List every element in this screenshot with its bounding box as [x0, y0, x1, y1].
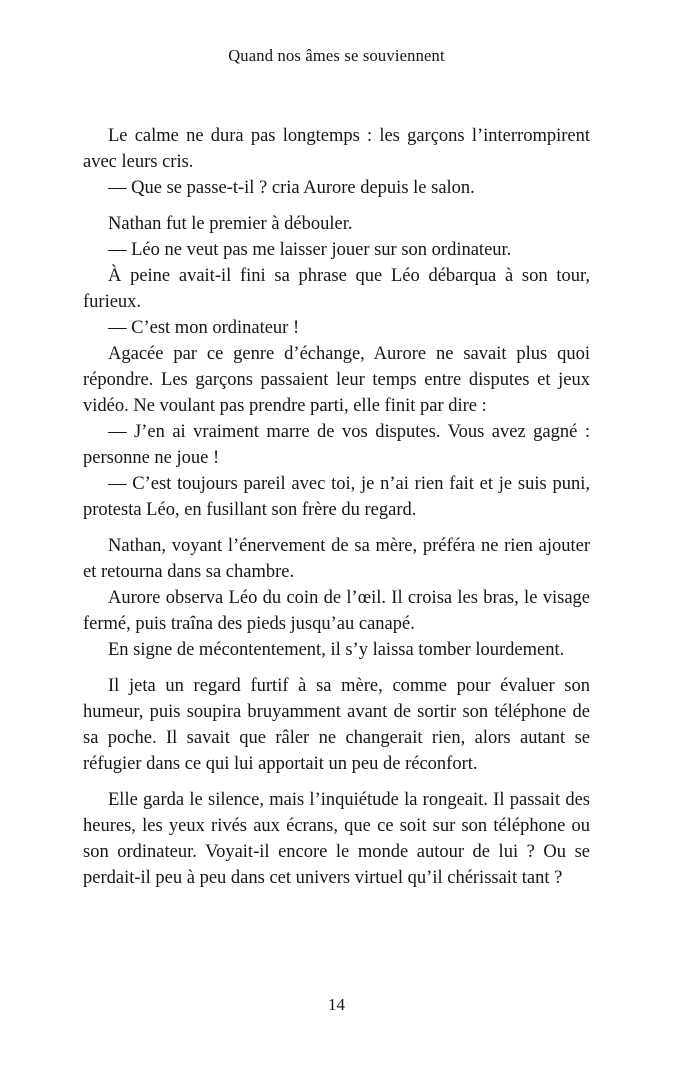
paragraph: — C’est mon ordinateur !	[108, 318, 300, 338]
paragraph: — C’est toujours pareil avec toi, je n’ai rien fait et je suis puni, protesta Léo, en fusillant son frère du regard.	[83, 474, 590, 520]
paragraph: Nathan fut le premier à débouler.	[108, 214, 353, 234]
paragraph-block	[83, 123, 590, 201]
paragraph: — J’en ai vraiment marre de vos disputes. Vous avez gagné : personne ne joue !	[83, 422, 590, 468]
paragraph: — Que se passe-t-il ? cria Aurore depuis le salon.	[108, 178, 475, 198]
paragraph: Nathan, voyant l’énervement de sa mère, préféra ne rien ajouter et retourna dans sa chambre.	[83, 536, 590, 582]
paragraph: Aurore observa Léo du coin de l’œil. Il croisa les bras, le visage fermé, puis traîna des pieds jusqu’au canapé.	[83, 588, 590, 634]
paragraph: Le calme ne dura pas longtemps : les garçons l’interrompirent avec leurs cris.	[83, 126, 590, 172]
paragraph: Il jeta un regard furtif à sa mère, comme pour évaluer son humeur, puis soupira bruyamment avant de sortir son téléphone de sa poche. Il savait que râler ne changerait rien, alors autant se réfugier dans ce qui lui apportait un peu de réconfort.	[83, 676, 590, 774]
paragraph-block	[83, 787, 590, 891]
paragraph: Elle garda le silence, mais l’inquiétude la rongeait. Il passait des heures, les yeux rivés aux écrans, que ce soit sur son téléphone ou son ordinateur. Voyait-il encore le monde autour de lui ? Ou se perdait-il peu à peu dans cet univers virtuel qu’il chérissait tant ?	[83, 790, 590, 888]
body-text	[83, 123, 590, 891]
paragraph: À peine avait-il fini sa phrase que Léo débarqua à son tour, furieux.	[83, 266, 590, 312]
paragraph: Agacée par ce genre d’échange, Aurore ne savait plus quoi répondre. Les garçons passaient leur temps entre disputes et jeux vidéo. Ne voulant pas prendre parti, elle finit par dire :	[83, 344, 590, 416]
paragraph: — Léo ne veut pas me laisser jouer sur son ordinateur.	[108, 240, 512, 260]
running-header: Quand nos âmes se souviennent	[228, 46, 445, 65]
paragraph: En signe de mécontentement, il s’y laissa tomber lourdement.	[108, 640, 565, 660]
paragraph-block	[83, 673, 590, 777]
page-number: 14	[328, 995, 345, 1014]
paragraph-block	[83, 211, 590, 523]
paragraph-block	[83, 533, 590, 663]
